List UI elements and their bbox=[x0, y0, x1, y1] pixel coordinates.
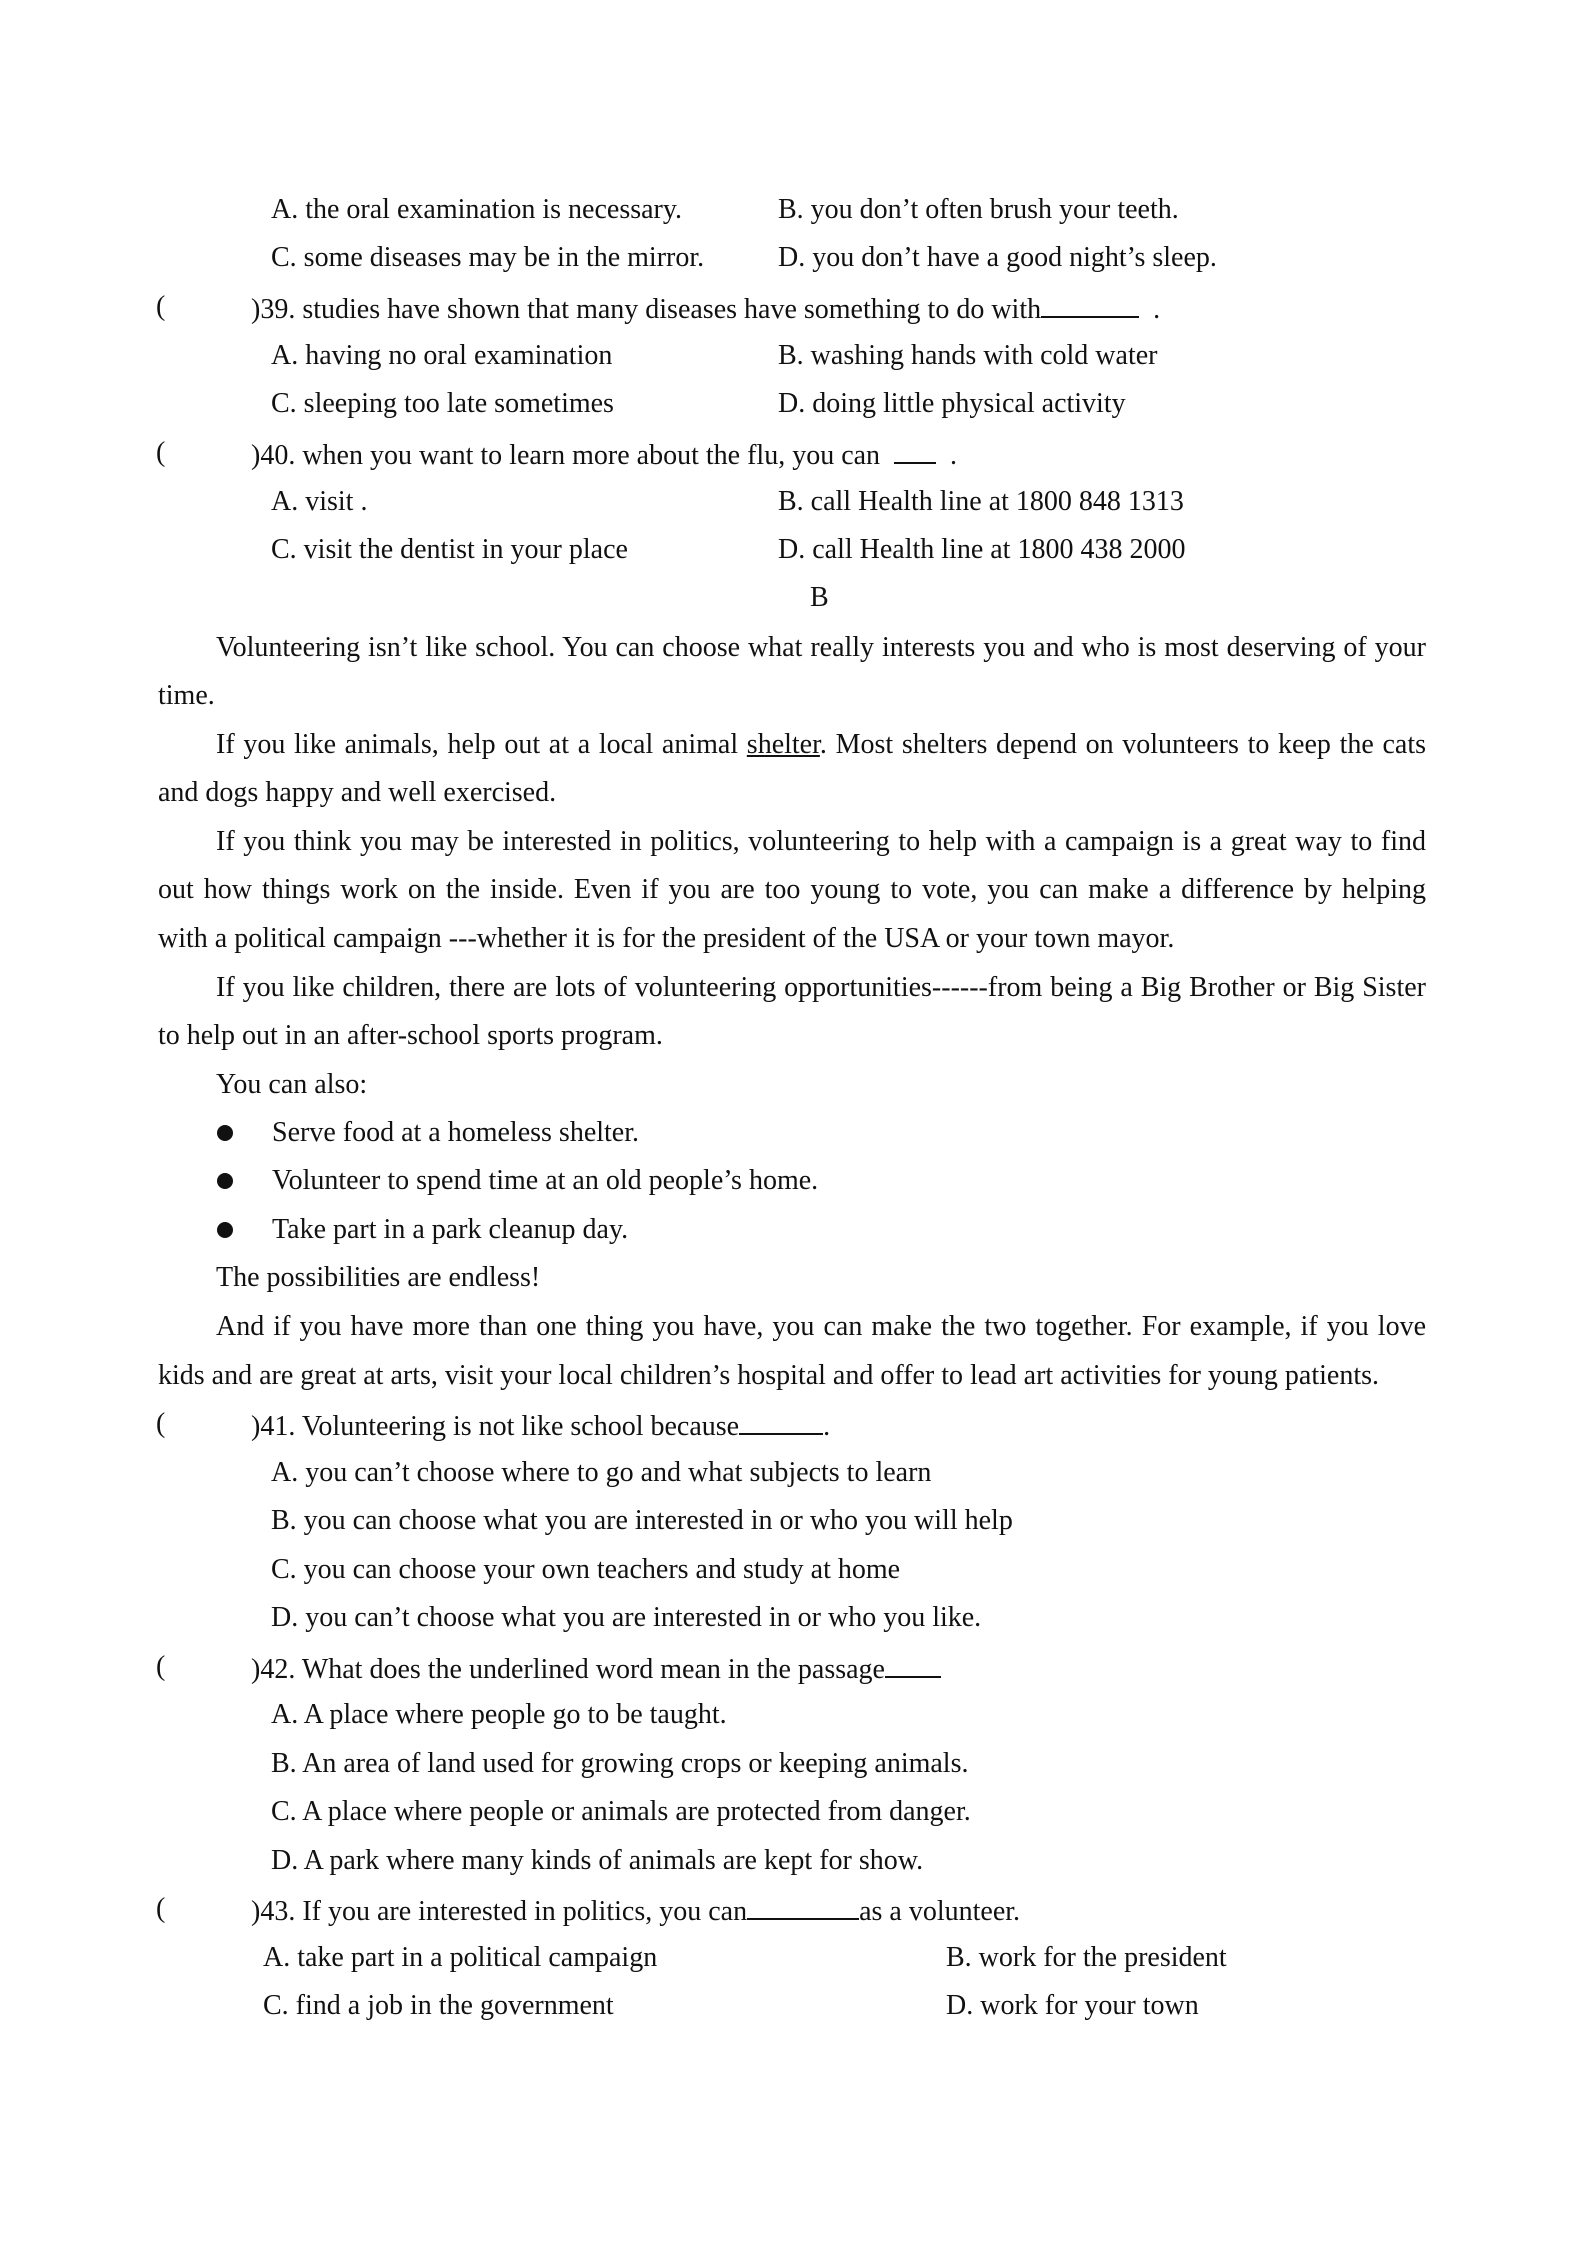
q43-blank bbox=[747, 1892, 859, 1920]
bullet-dot-icon bbox=[217, 1222, 233, 1238]
q38-option-c: C. some diseases may be in the mirror. bbox=[271, 242, 705, 273]
q40-stem bbox=[251, 436, 957, 470]
passage-p5-line1: And if you have more than one thing you have, you can make the two together. For example, if you love bbox=[216, 1311, 1426, 1342]
q43-option-a: A. take part in a political campaign bbox=[263, 1942, 658, 1973]
q40-answer-paren: ( bbox=[156, 437, 166, 468]
passage-p4-line1: If you like children, there are lots of volunteering opportunities------from being a Big Brother or Big Sister bbox=[216, 972, 1426, 1003]
section-b-heading: B bbox=[810, 582, 829, 613]
passage-p1-line1: Volunteering isn’t like school. You can choose what really interests you and who is most deserving of your bbox=[216, 632, 1426, 663]
q41-stem-text: )41. Volunteering is not like school because bbox=[251, 1411, 740, 1442]
q40-option-b: B. call Health line at 1800 848 1313 bbox=[778, 486, 1184, 517]
q39-stem bbox=[251, 290, 1160, 324]
q39-option-d: D. doing little physical activity bbox=[778, 388, 1126, 419]
q40-blank bbox=[894, 436, 936, 464]
passage-p3-line2: out how things work on the inside. Even if you are too young to vote, you can make a difference by helping bbox=[158, 874, 1426, 905]
passage-p3-line1: If you think you may be interested in politics, volunteering to help with a campaign is a great way to find bbox=[216, 826, 1426, 857]
passage-p2-before: If you like animals, help out at a local animal bbox=[216, 729, 747, 760]
q42-option-c: C. A place where people or animals are protected from danger. bbox=[271, 1796, 971, 1827]
q39-option-b: B. washing hands with cold water bbox=[778, 340, 1158, 371]
q40-stem-text: )40. when you want to learn more about the flu, you can bbox=[251, 440, 881, 471]
passage-p5-line2: kids and are great at arts, visit your local children’s hospital and offer to lead art activities for young patients. bbox=[158, 1360, 1380, 1391]
bullet-item-3: Take part in a park cleanup day. bbox=[272, 1214, 629, 1245]
q42-blank bbox=[885, 1650, 941, 1678]
q41-blank bbox=[739, 1407, 823, 1435]
bullet-dot-icon bbox=[217, 1125, 233, 1141]
q41-option-c: C. you can choose your own teachers and study at home bbox=[271, 1554, 901, 1585]
q43-stem-text: )43. If you are interested in politics, you can bbox=[251, 1896, 748, 1927]
q41-answer-paren: ( bbox=[156, 1408, 166, 1439]
q40-stem-end: . bbox=[950, 440, 958, 471]
q39-stem-end: . bbox=[1153, 294, 1161, 325]
q39-answer-paren: ( bbox=[156, 291, 166, 322]
q39-blank bbox=[1041, 290, 1139, 318]
q43-stem-end: as a volunteer. bbox=[859, 1896, 1021, 1927]
passage-p2-after: . Most shelters depend on volunteers to keep the cats bbox=[819, 729, 1427, 760]
q39-option-a: A. having no oral examination bbox=[271, 340, 613, 371]
passage-p1-line2: time. bbox=[158, 680, 215, 711]
q42-option-d: D. A park where many kinds of animals are kept for show. bbox=[271, 1845, 924, 1876]
q42-stem-text: )42. What does the underlined word mean in the passage bbox=[251, 1654, 885, 1685]
q41-option-d: D. you can’t choose what you are interested in or who you like. bbox=[271, 1602, 982, 1633]
underlined-word-shelter: shelter bbox=[746, 729, 820, 760]
q41-option-a: A. you can’t choose where to go and what subjects to learn bbox=[271, 1457, 932, 1488]
bullet-dot-icon bbox=[217, 1173, 233, 1189]
passage-p2-line2: and dogs happy and well exercised. bbox=[158, 777, 557, 808]
q43-option-d: D. work for your town bbox=[946, 1990, 1199, 2021]
q42-answer-paren: ( bbox=[156, 1651, 166, 1682]
q42-option-a: A. A place where people go to be taught. bbox=[271, 1699, 727, 1730]
q41-stem-end: . bbox=[823, 1411, 831, 1442]
q39-option-c: C. sleeping too late sometimes bbox=[271, 388, 614, 419]
q38-option-b: B. you don’t often brush your teeth. bbox=[778, 194, 1179, 225]
q38-option-a: A. the oral examination is necessary. bbox=[271, 194, 683, 225]
q43-answer-paren: ( bbox=[156, 1893, 166, 1924]
q41-option-b: B. you can choose what you are interested in or who you will help bbox=[271, 1505, 1013, 1536]
q39-stem-text: )39. studies have shown that many diseases have something to do with bbox=[251, 294, 1042, 325]
q40-option-d: D. call Health line at 1800 438 2000 bbox=[778, 534, 1186, 565]
q42-option-b: B. An area of land used for growing crops or keeping animals. bbox=[271, 1748, 969, 1779]
passage-possibilities: The possibilities are endless! bbox=[216, 1262, 541, 1293]
passage-p4-line2: to help out in an after-school sports program. bbox=[158, 1020, 663, 1051]
bullet-item-1: Serve food at a homeless shelter. bbox=[272, 1117, 640, 1148]
passage-you-can-also: You can also: bbox=[216, 1069, 368, 1100]
q43-option-b: B. work for the president bbox=[946, 1942, 1227, 1973]
bullet-item-2: Volunteer to spend time at an old people’s home. bbox=[272, 1165, 819, 1196]
q41-stem bbox=[251, 1407, 830, 1441]
q38-option-d: D. you don’t have a good night’s sleep. bbox=[778, 242, 1217, 273]
passage-p3-line3: with a political campaign ---whether it is for the president of the USA or your town mayor. bbox=[158, 923, 1175, 954]
passage-p2-line1 bbox=[216, 728, 1426, 762]
q42-stem bbox=[251, 1650, 941, 1684]
q40-option-c: C. visit the dentist in your place bbox=[271, 534, 628, 565]
q40-option-a: A. visit . bbox=[271, 486, 368, 517]
q43-option-c: C. find a job in the government bbox=[263, 1990, 614, 2021]
q43-stem bbox=[251, 1892, 1020, 1926]
